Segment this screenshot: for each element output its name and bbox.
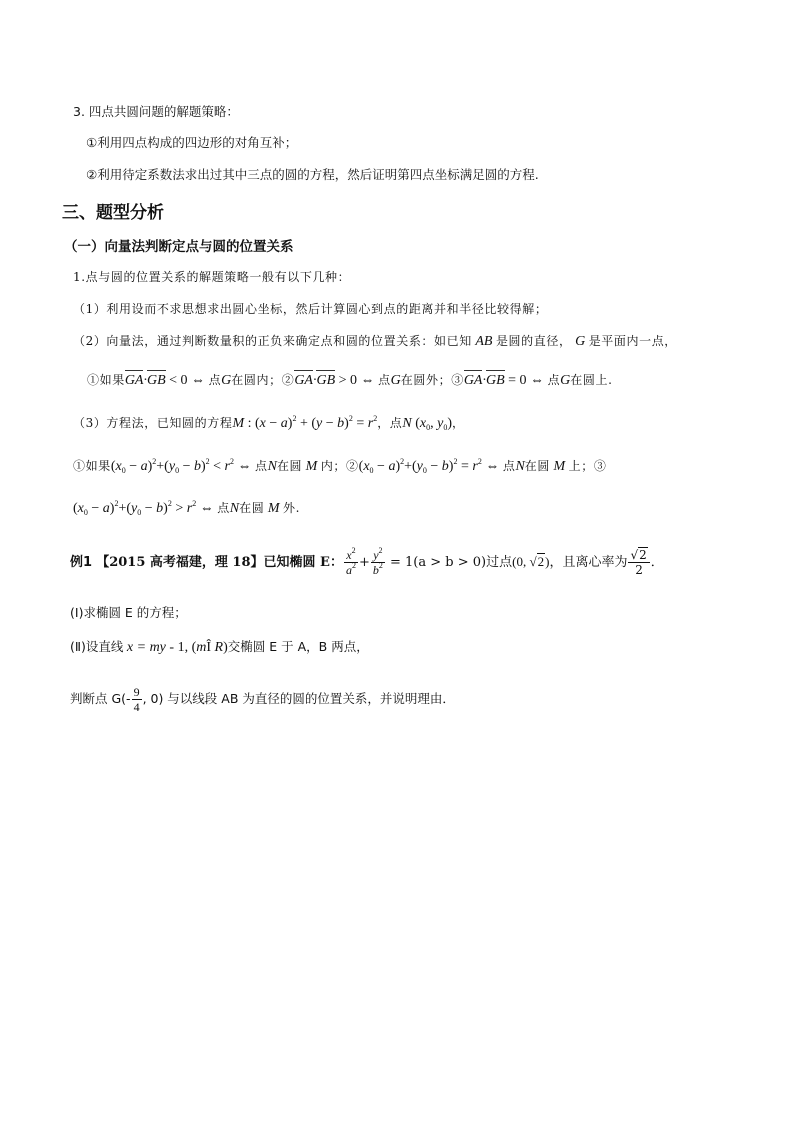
- question-3-line: 判断点 G(- $\frac{9}{4}$ , 0) 与以线段 AB 为直径的圆的位置关系，并说明理由．: [70, 684, 455, 714]
- methods-intro: 1.点与圆的位置关系的解题策略一般有以下几种：: [73, 270, 351, 284]
- method-1: （1）利用设而不求思想求出圆心坐标，然后计算圆心到点的距离并和半径比较得解；: [73, 302, 548, 316]
- question-1: (Ⅰ)求椭圆 E 的方程；: [70, 605, 187, 620]
- method-3-cases-line1: ①如果$(x_0 - a)^2+(y_0 - b)^2 < r^2$ ⇔ 点N在圆 M 内；$②(x_0 - a)^2+(y_0 - b)^2 = r^2$ ⇔ 点N在圆 M 上；③: [73, 457, 607, 475]
- method-3-line: （3）方程法，已知圆的方程M : $(x - a)^2 + (y - b)^2 = r^2$，点N ($x_0$, $y_0$)，: [73, 414, 465, 432]
- method-2-text: （2）向量法，通过判断数量积的正负来确定点和圆的位置关系：如已知: [73, 334, 472, 348]
- section-subtitle: （一）向量法判断定点与圆的位置关系: [64, 239, 294, 255]
- example-1-line: 例1 【2015 高考福建，理 18】已知椭圆 E： $\frac{x^2}{a^2}$ + $\frac{y^2}{b^2}$ = 1(a > b > 0)过点(0, √2)，且离心率为 $\frac{√2}{2}$ ．: [70, 545, 664, 577]
- section-title: 三、题型分析: [62, 203, 164, 223]
- method-2-line: （2）向量法，通过判断数量积的正负来确定点和圆的位置关系：如已知 AB 是圆的直径， G 是平面内一点，: [73, 334, 677, 349]
- example-label: 例1: [70, 555, 93, 570]
- question-2-line: (Ⅱ)设直线 x = my - 1, (mÎ R)交椭圆 E 于 A，B 两点，: [70, 639, 369, 655]
- example-source: 【2015 高考福建，理 18】已知椭圆 E：: [96, 555, 343, 570]
- method-2-cases: ①如果GA·GB < 0 ⇔ 点G在圆内；②GA·GB > 0 ⇔ 点G在圆外；③GA·GB = 0 ⇔ 点G在圆上.: [87, 373, 613, 388]
- strategy-heading: 3. 四点共圆问题的解题策略：: [73, 104, 239, 119]
- method-3-text: （3）方程法，已知圆的方程: [73, 416, 233, 430]
- strategy-item-1: ①利用四点构成的四边形的对角互补；: [86, 135, 298, 150]
- method-3-cases-line2: $(x_0 - a)^2+(y_0 - b)^2 > r^2$ ⇔ 点N在圆 M 外.: [73, 499, 301, 517]
- strategy-item-2: ②利用待定系数法求出过其中三点的圆的方程，然后证明第四点坐标满足圆的方程.: [86, 167, 539, 182]
- method-2-end: 是平面内一点，: [588, 334, 677, 348]
- method-2-mid: 是圆的直径，: [495, 334, 572, 348]
